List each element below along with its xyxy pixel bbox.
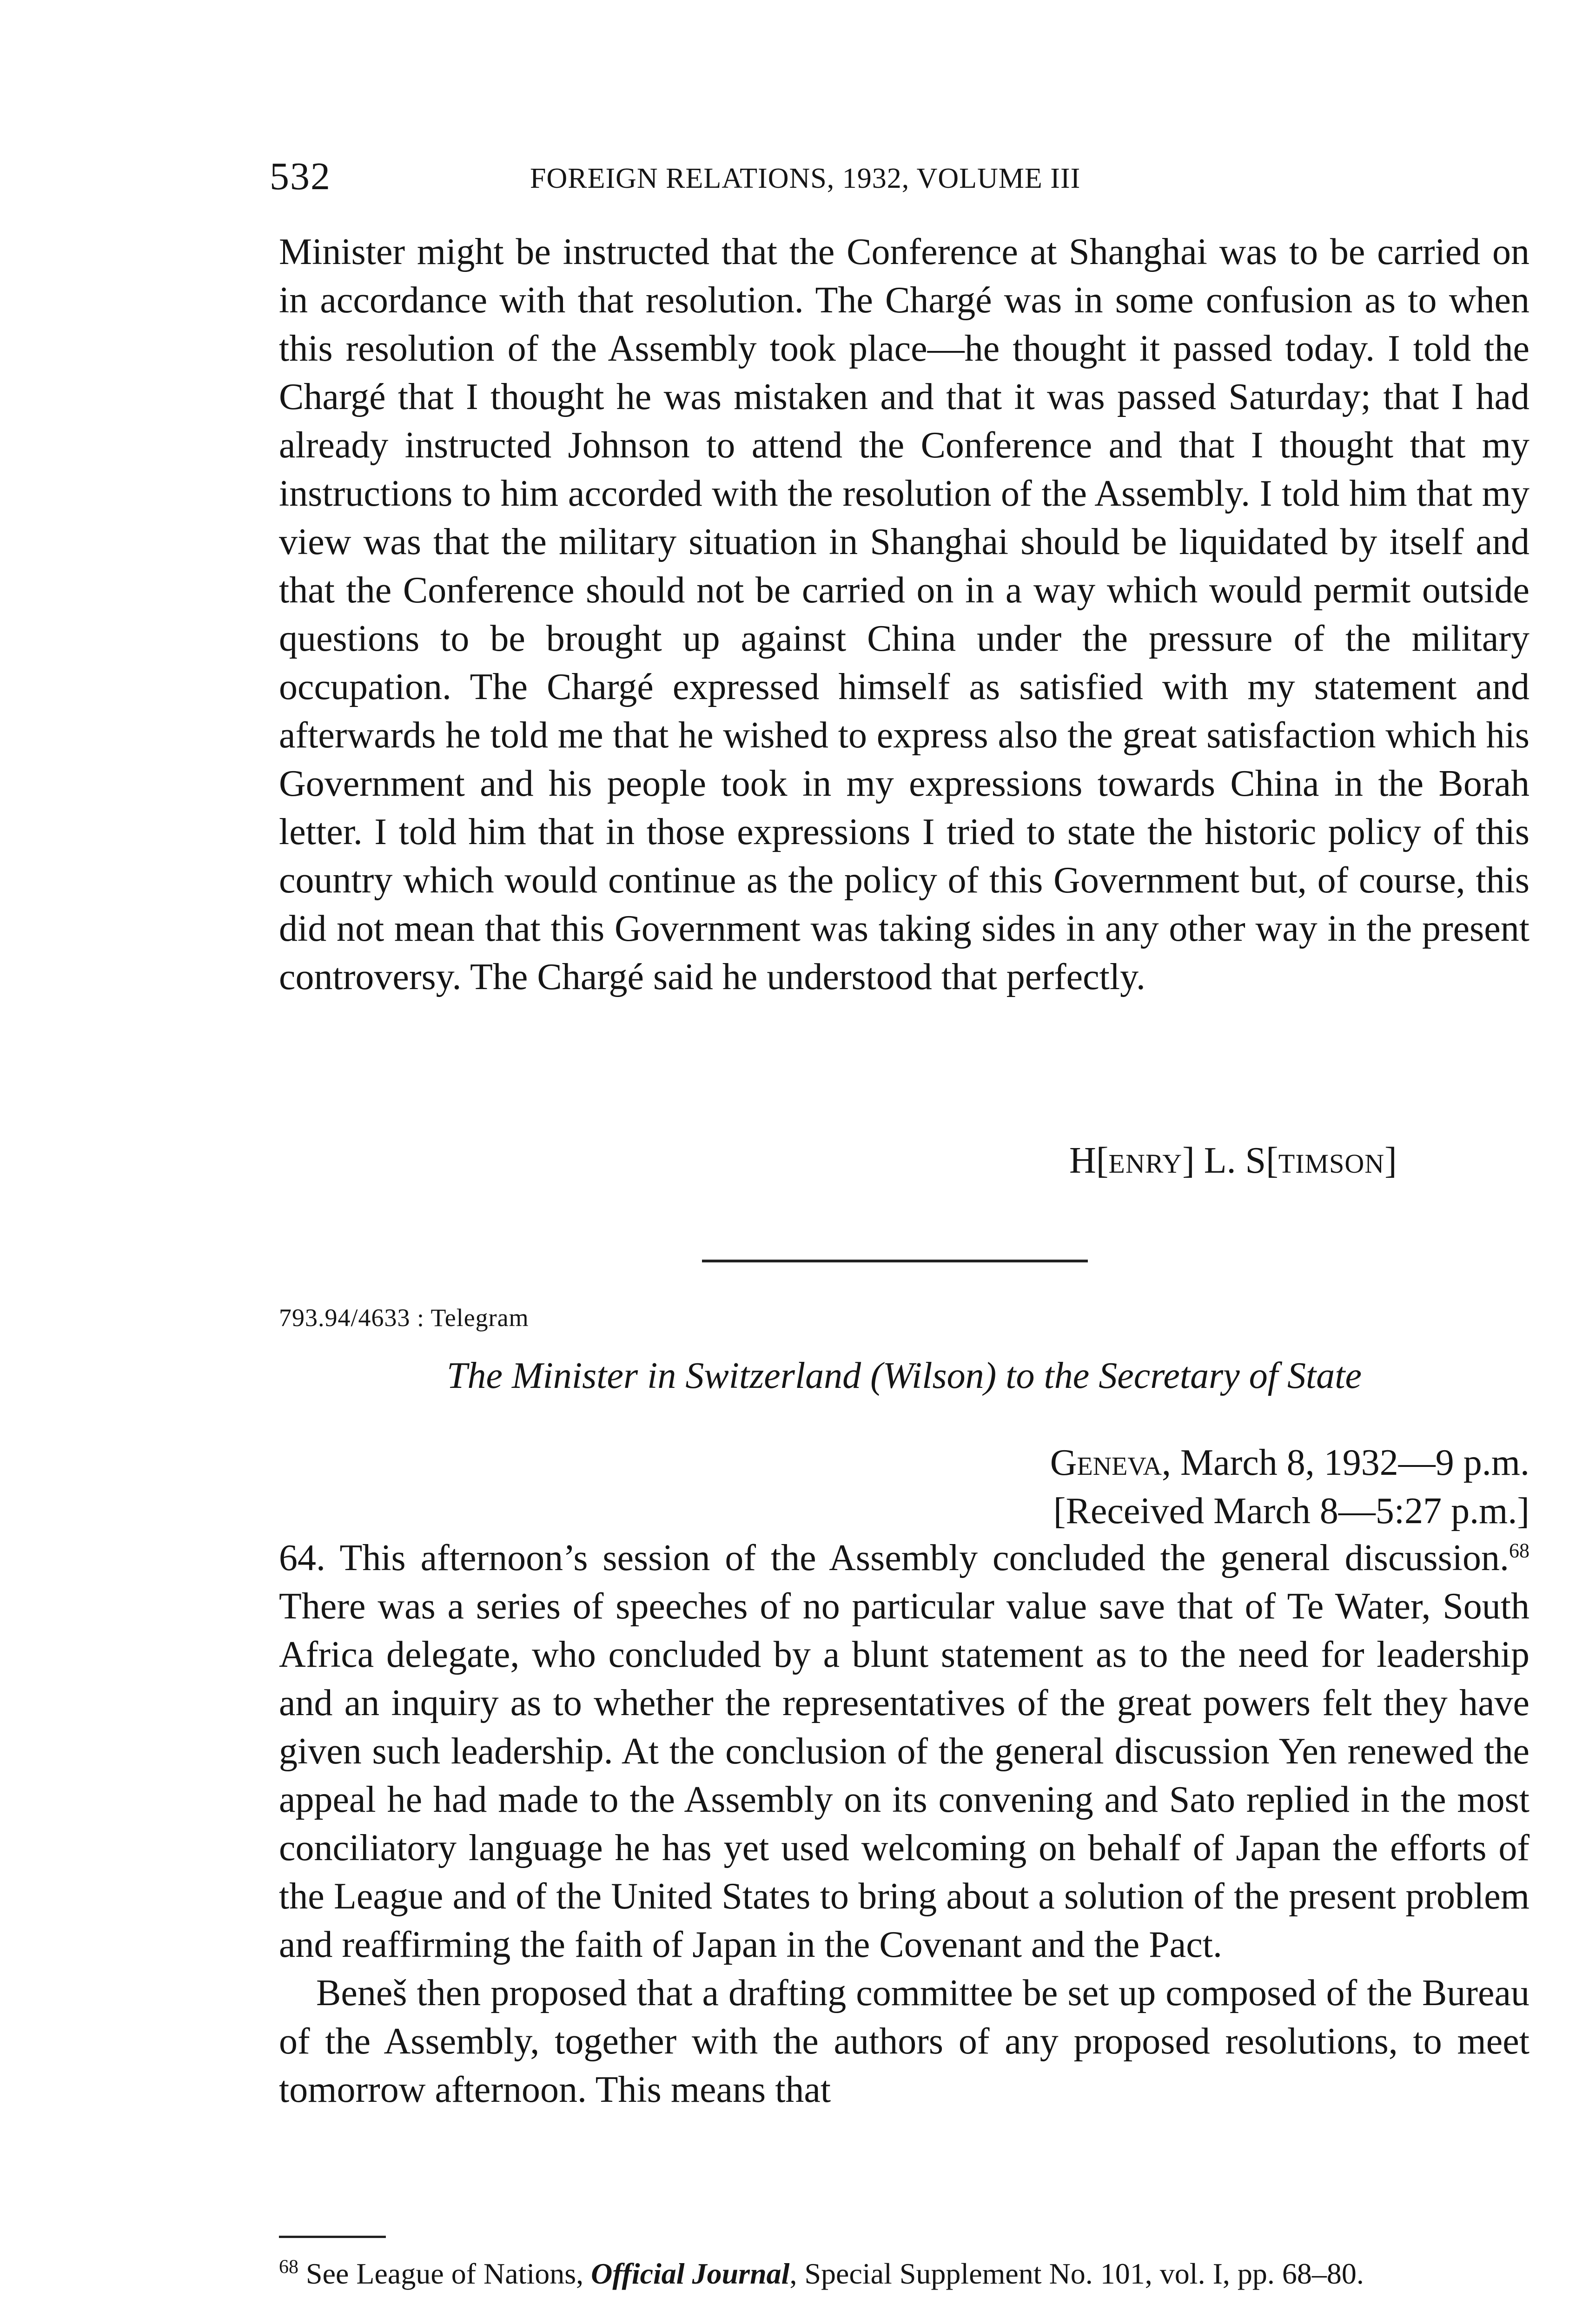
footnote-divider (279, 2236, 386, 2238)
file-reference: 793.94/4633 : Telegram (279, 1304, 529, 1332)
footnote-reference[interactable]: 68 (1509, 1539, 1529, 1562)
dateline (1050, 1439, 1529, 1535)
signature-initial-1: H[ (1069, 1140, 1109, 1181)
page-number: 532 (270, 155, 331, 198)
signature (1069, 1136, 1397, 1188)
continuation-section (279, 228, 1529, 1001)
signature-name-1: ENRY (1108, 1149, 1183, 1179)
paragraph-1-start: 64. This afternoon’s session of the Assembly concluded the general discussion. (279, 1538, 1509, 1578)
dateline-received: [Received March 8—5:27 p.m.] (1053, 1491, 1529, 1532)
signature-close: ] (1384, 1140, 1397, 1181)
dateline-sent-time: March 8, 1932—9 p.m. (1180, 1442, 1529, 1483)
section-divider (702, 1260, 1088, 1262)
continuation-paragraph: Minister might be instructed that the Conference at Shanghai was to be carried on in accordance with that resolution. The Chargé was in some confusion as to when this resolution of the Assembly took place—he thought it passed today. I told the Chargé that I thought he was mistaken and that it was passed Saturday; that I had already instructed Johnson to attend the Conference and that I thought that my instructions to him accorded with the resolution of the Assembly. I told him that my view was that the military situation in Shanghai should be liquidated by itself and that the Conference should not be carried on in a way which would permit outside questions to be brought up against China under the pressure of the military occupation. The Chargé expressed himself as satisfied with my statement and afterwards he told me that he wished to express also the great satisfaction which his Government and his people took in my expressions towards China in the Borah letter. I told him that in those expressions I tried to state the historic policy of this country which would continue as the policy of this Government but, of course, this did not mean that this Government was taking sides in any other way in the present controversy. The Chargé said he understood that perfectly. (279, 231, 1529, 997)
telegram-paragraph-1 (279, 1534, 1529, 1969)
footnote-text-end: , Special Supplement No. 101, vol. I, pp. 68–80. (789, 2257, 1364, 2290)
document-title: The Minister in Switzerland (Wilson) to the Secretary of State (447, 1355, 1362, 1396)
running-head: FOREIGN RELATIONS, 1932, VOLUME III (530, 163, 1081, 194)
footnote-journal: Official Journal (591, 2257, 790, 2290)
signature-name-2: TIMSON (1278, 1149, 1385, 1179)
footnote-text-start: See League of Nations, (306, 2257, 591, 2290)
footnote (279, 2254, 1529, 2293)
signature-middle: ] L. S[ (1182, 1140, 1278, 1181)
telegram-body (279, 1534, 1529, 2114)
footnote-marker: 68 (279, 2256, 298, 2278)
paragraph-1-rest: There was a series of speeches of no particular value save that of Te Water, South Africa delegate, who concluded by a blunt statement as to the need for leadership and an inquiry as to whether the representatives of the great powers felt they have given such leadership. At the conclusion of the general discussion Yen renewed the appeal he had made to the Assembly on its convening and Sato replied in the most conciliatory language he has yet used welcoming on behalf of Japan the efforts of the League and of the United States to bring about a solution of the present problem and reaffirming the faith of Japan in the Covenant and the Pact. (279, 1586, 1529, 1965)
dateline-place: Geneva, (1050, 1442, 1171, 1483)
dateline-sent (1050, 1439, 1529, 1487)
page-header (270, 153, 1534, 200)
telegram-paragraph-2: Beneš then proposed that a drafting committee be set up composed of the Bureau of the Assembly, together with the authors of any proposed resolutions, to meet tomorrow afternoon. This means that (279, 1973, 1529, 2110)
